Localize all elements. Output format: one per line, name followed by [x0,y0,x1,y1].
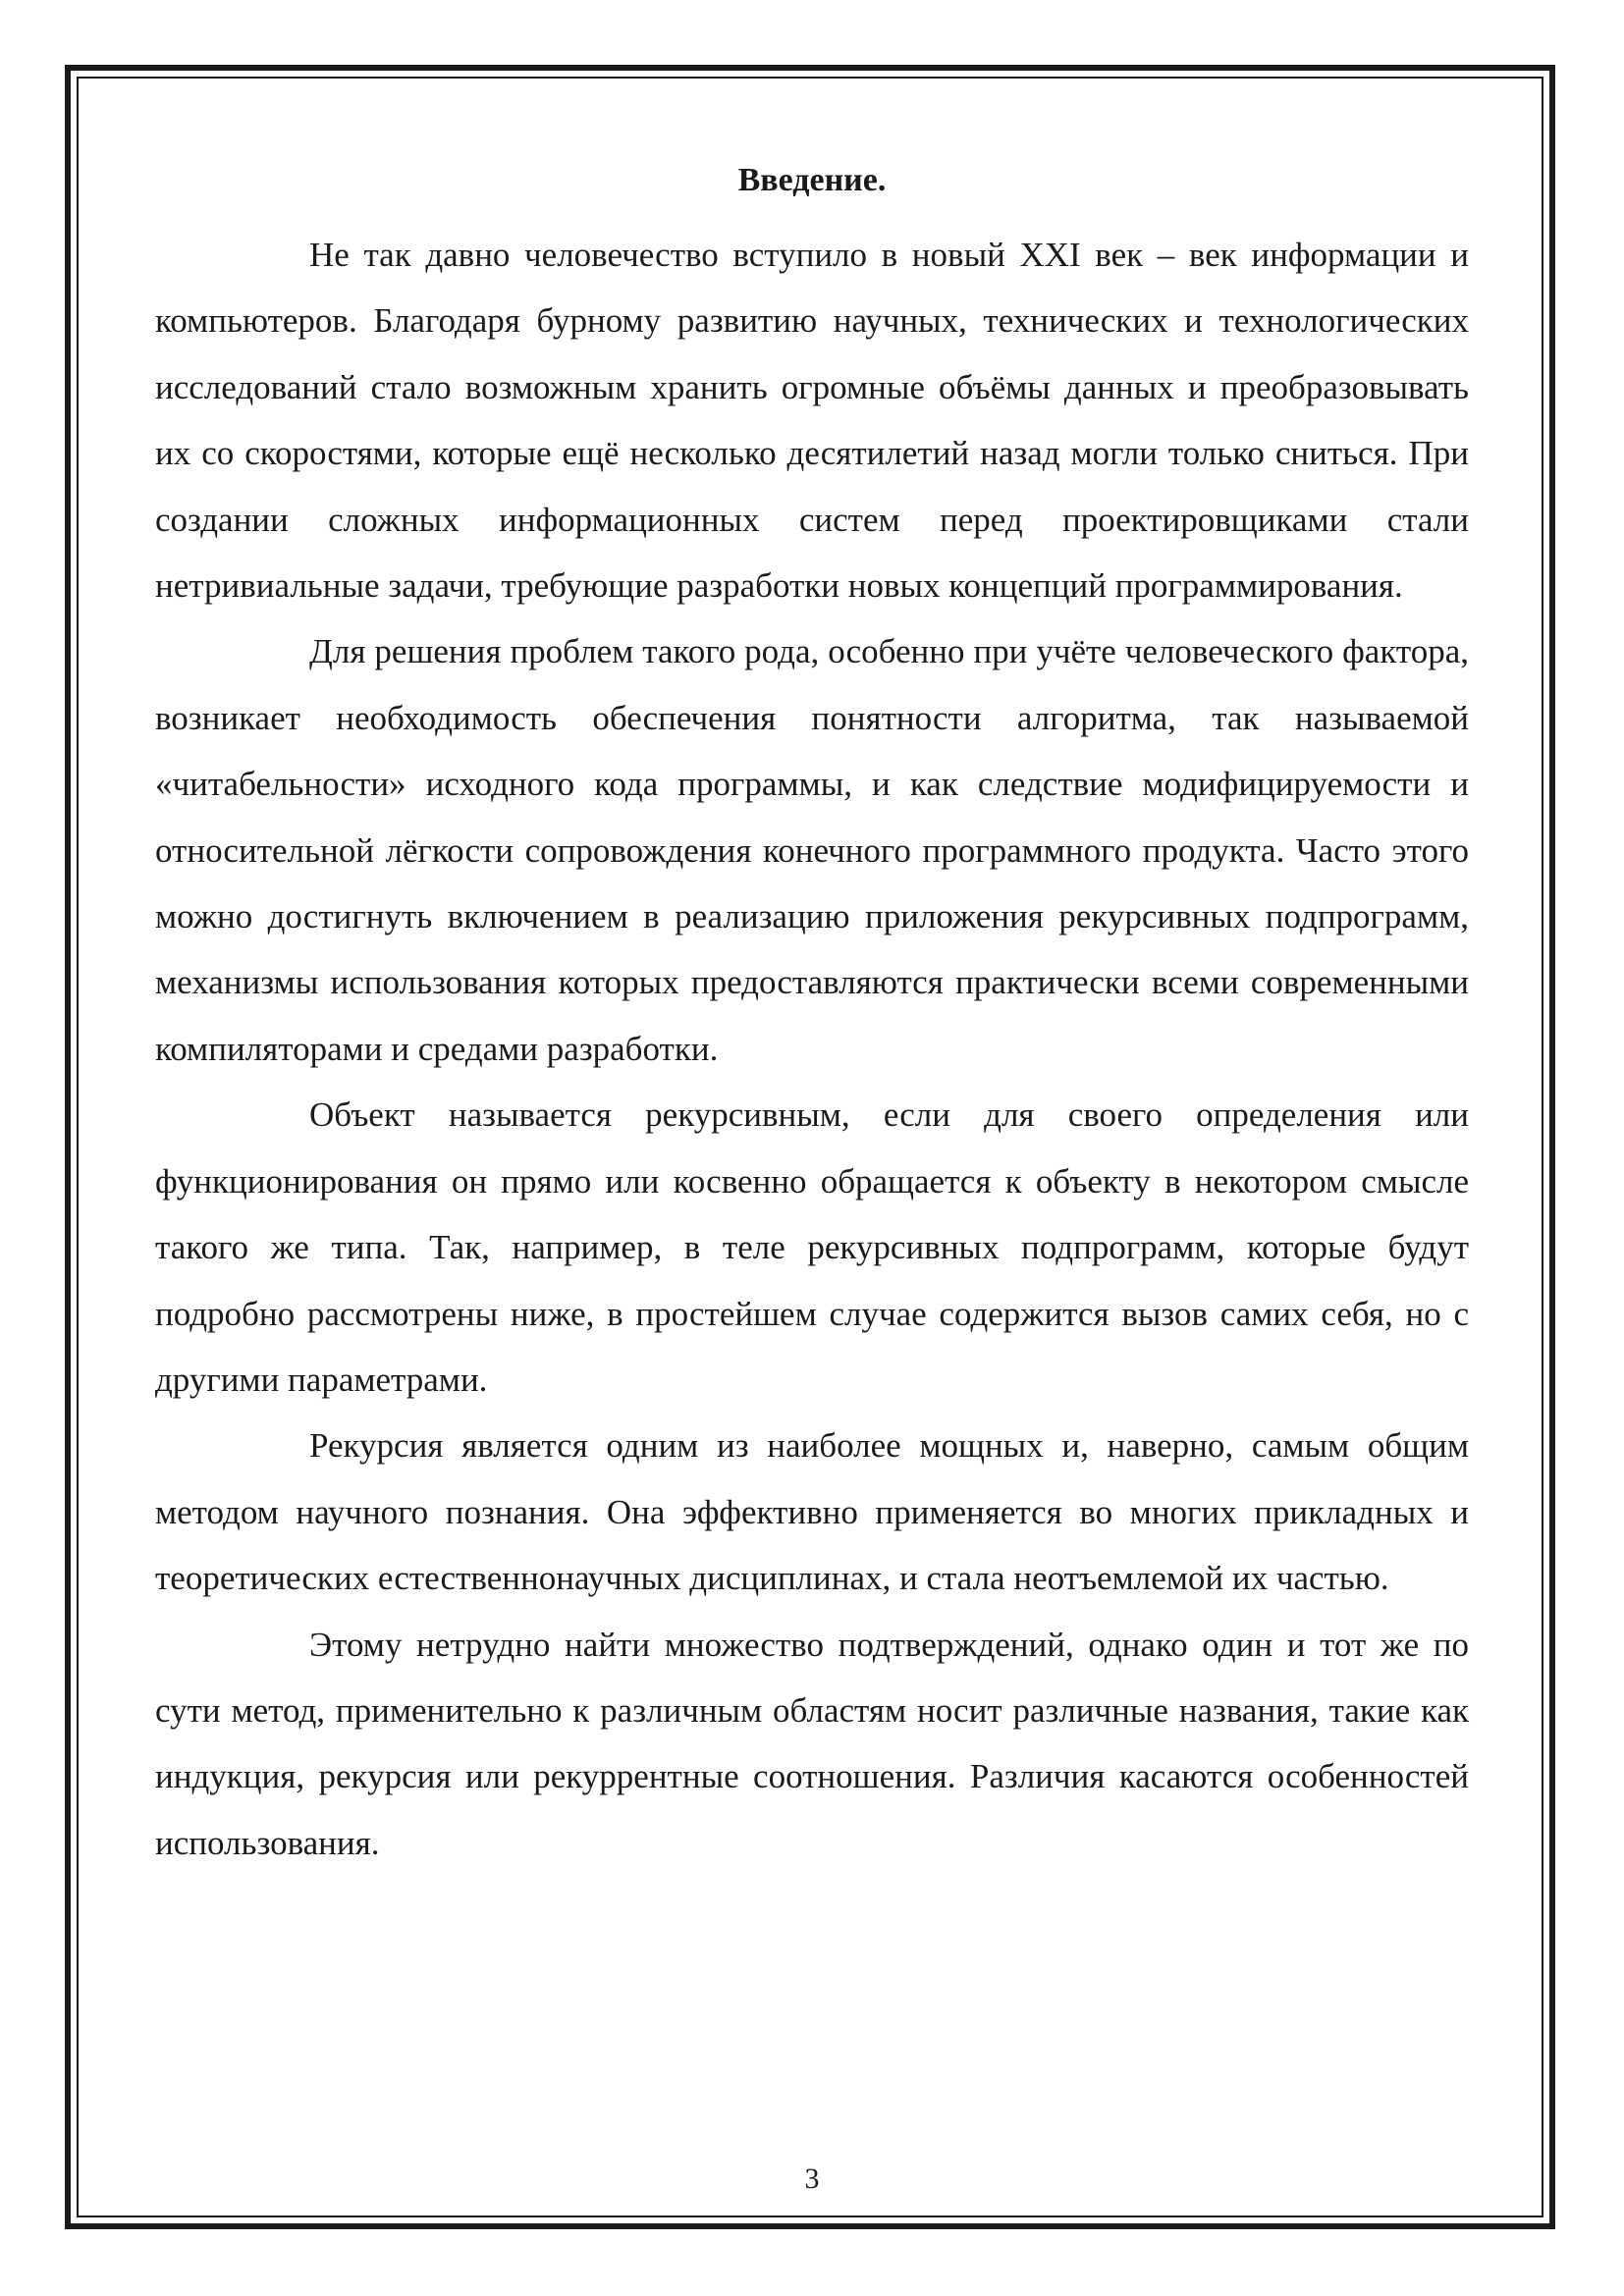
paragraph: Для решения проблем такого рода, особенно при учёте человеческого фактора, возникает необходимость обеспечения понятности алгоритма, так называемой «читабельности» исходного кода программы, и как следствие модифицируемости и относительной лёгкости сопровождения конечного программного продукта. Часто этого можно достигнуть включением в реализацию приложения рекурсивных подпрограмм, механизмы использования которых предоставляются практически всеми современными компиляторами и средами разработки. [155,632,1469,1068]
paragraph: Не так давно человечество вступило в новый XXI век – век информации и компьютеров. Благодаря бурному развитию научных, технических и технологических исследований стало возможным хранить огромные объёмы данных и преобразовывать их со скоростями, которые ещё несколько десятилетий назад могли только сниться. При создании сложных информационных систем перед проектировщиками стали нетривиальные задачи, требующие разработки новых концепций программирования. [155,236,1469,606]
paragraph: Рекурсия является одним из наиболее мощных и, наверно, самым общим методом научного познания. Она эффективно применяется во многих прикладных и теоретических естественнонаучных дисциплинах, и стала неотъемлемой их частью. [155,1426,1469,1598]
section-title: Введение. [737,162,887,198]
page-number: 3 [804,2163,820,2195]
paragraph: Этому нетрудно найти множество подтверждений, однако один и тот же по сути метод, применительно к различным областям носит различные названия, такие как индукция, рекурсия или рекуррентные соотношения. Различия касаются особенностей использования. [155,1625,1469,1862]
page-content [155,157,1469,1876]
paragraph: Объект называется рекурсивным, если для своего определения или функционирования он прямо или косвенно обращается к объекту в некотором смысле такого же типа. Так, например, в теле рекурсивных подпрограмм, которые будут подробно рассмотрены ниже, в простейшем случае содержится вызов самих себя, но с другими параметрами. [155,1095,1469,1399]
